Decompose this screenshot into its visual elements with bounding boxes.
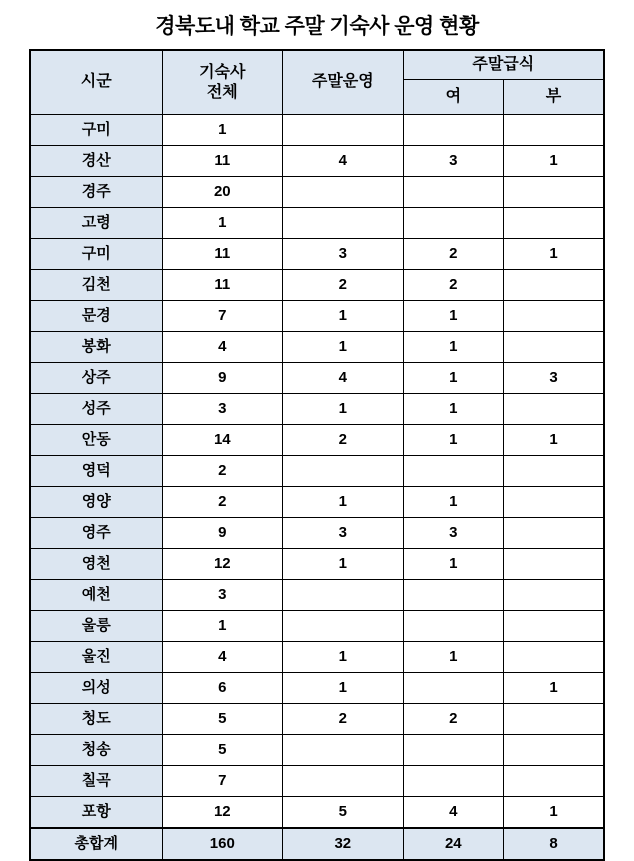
table-row [30,642,604,673]
cell-meal-yes [403,456,503,487]
column-header-weekend-meal: 주말급식 [403,50,604,80]
cell-weekend-operation: 1 [283,642,404,673]
table-row [30,239,604,270]
cell-meal-yes: 4 [403,797,503,829]
table-row [30,673,604,704]
cell-meal-yes: 1 [403,394,503,425]
cell-meal-yes: 1 [403,425,503,456]
cell-weekend-operation: 3 [283,239,404,270]
cell-weekend-operation: 2 [283,704,404,735]
cell-meal-no [504,456,604,487]
column-header-weekend-operation: 주말운영 [283,50,404,115]
cell-sigun: 영주 [30,518,162,549]
cell-meal-no [504,611,604,642]
cell-dormitory-total: 3 [162,580,283,611]
cell-meal-no [504,332,604,363]
cell-weekend-operation: 4 [283,363,404,394]
cell-dormitory-total: 9 [162,363,283,394]
cell-weekend-operation [283,177,404,208]
cell-meal-yes [403,735,503,766]
cell-total-weekend-operation: 32 [283,828,404,860]
cell-weekend-operation [283,580,404,611]
cell-dormitory-total: 20 [162,177,283,208]
cell-sigun: 경주 [30,177,162,208]
table-row [30,270,604,301]
cell-sigun: 울릉 [30,611,162,642]
cell-meal-yes [403,208,503,239]
cell-meal-no [504,115,604,146]
cell-weekend-operation [283,208,404,239]
cell-meal-no [504,487,604,518]
cell-dormitory-total: 11 [162,270,283,301]
dormitory-operation-table [29,49,605,861]
cell-sigun: 성주 [30,394,162,425]
cell-meal-yes: 2 [403,239,503,270]
table-row [30,332,604,363]
cell-weekend-operation: 1 [283,394,404,425]
cell-dormitory-total: 5 [162,704,283,735]
cell-sigun: 영양 [30,487,162,518]
cell-meal-yes [403,115,503,146]
cell-meal-no [504,518,604,549]
cell-meal-no [504,270,604,301]
cell-dormitory-total: 4 [162,642,283,673]
cell-dormitory-total: 1 [162,208,283,239]
cell-weekend-operation: 1 [283,301,404,332]
table-row [30,208,604,239]
cell-meal-no [504,301,604,332]
cell-dormitory-total: 5 [162,735,283,766]
cell-weekend-operation [283,735,404,766]
cell-sigun: 영덕 [30,456,162,487]
cell-meal-yes [403,766,503,797]
cell-sigun: 봉화 [30,332,162,363]
cell-weekend-operation: 2 [283,425,404,456]
cell-sigun: 청송 [30,735,162,766]
column-header-dormitory-total-line1: 기숙사 [199,63,246,81]
cell-weekend-operation: 3 [283,518,404,549]
table-row [30,797,604,829]
table-row [30,146,604,177]
cell-dormitory-total: 11 [162,146,283,177]
cell-sigun: 예천 [30,580,162,611]
cell-total-meal-no: 8 [504,828,604,860]
cell-sigun: 구미 [30,115,162,146]
cell-dormitory-total: 2 [162,487,283,518]
cell-dormitory-total: 9 [162,518,283,549]
cell-dormitory-total: 14 [162,425,283,456]
cell-meal-yes [403,611,503,642]
cell-weekend-operation: 1 [283,673,404,704]
column-header-sigun: 시군 [30,50,162,115]
table-body [30,115,604,861]
cell-meal-no [504,580,604,611]
cell-dormitory-total: 12 [162,549,283,580]
table-row [30,704,604,735]
cell-meal-yes: 1 [403,549,503,580]
page-title: 경북도내 학교 주말 기숙사 운영 현황 [155,15,479,38]
cell-dormitory-total: 1 [162,115,283,146]
cell-sigun: 김천 [30,270,162,301]
cell-sigun: 영천 [30,549,162,580]
cell-weekend-operation: 1 [283,332,404,363]
cell-total-label: 총합계 [30,828,162,860]
table-total-row [30,828,604,860]
cell-sigun: 청도 [30,704,162,735]
table-row [30,518,604,549]
cell-sigun: 안동 [30,425,162,456]
cell-dormitory-total: 7 [162,766,283,797]
cell-meal-no [504,177,604,208]
cell-weekend-operation [283,766,404,797]
cell-sigun: 문경 [30,301,162,332]
cell-total-dormitory-total: 160 [162,828,283,860]
cell-weekend-operation: 4 [283,146,404,177]
table-row [30,177,604,208]
cell-sigun: 경산 [30,146,162,177]
cell-meal-no [504,704,604,735]
column-header-meal-no: 부 [504,80,604,115]
cell-meal-yes: 1 [403,363,503,394]
cell-dormitory-total: 4 [162,332,283,363]
table-container [0,49,634,861]
cell-dormitory-total: 1 [162,611,283,642]
cell-weekend-operation [283,456,404,487]
cell-sigun: 울진 [30,642,162,673]
cell-meal-no [504,766,604,797]
cell-meal-no: 1 [504,239,604,270]
cell-meal-no [504,642,604,673]
cell-sigun: 고령 [30,208,162,239]
cell-meal-yes: 1 [403,332,503,363]
cell-total-meal-yes: 24 [403,828,503,860]
column-header-dormitory-total [162,50,283,115]
table-row [30,549,604,580]
table-row [30,766,604,797]
cell-dormitory-total: 3 [162,394,283,425]
table-header [30,50,604,115]
cell-dormitory-total: 6 [162,673,283,704]
column-header-meal-yes: 여 [403,80,503,115]
cell-meal-no: 1 [504,425,604,456]
cell-meal-yes [403,673,503,704]
cell-meal-yes: 1 [403,487,503,518]
cell-meal-yes: 1 [403,301,503,332]
cell-meal-yes: 2 [403,270,503,301]
cell-meal-no: 3 [504,363,604,394]
cell-meal-yes: 3 [403,518,503,549]
cell-meal-no [504,735,604,766]
cell-weekend-operation [283,115,404,146]
table-row [30,425,604,456]
cell-meal-no [504,549,604,580]
cell-sigun: 상주 [30,363,162,394]
table-row [30,115,604,146]
table-row [30,394,604,425]
cell-meal-yes: 2 [403,704,503,735]
table-row [30,611,604,642]
table-row [30,487,604,518]
cell-meal-no: 1 [504,673,604,704]
cell-weekend-operation: 2 [283,270,404,301]
cell-meal-yes [403,177,503,208]
column-header-dormitory-total-line2: 전체 [206,83,238,101]
cell-sigun: 포항 [30,797,162,829]
table-header-row-1 [30,50,604,80]
cell-sigun: 구미 [30,239,162,270]
cell-meal-yes: 1 [403,642,503,673]
cell-meal-yes [403,580,503,611]
cell-sigun: 칠곡 [30,766,162,797]
cell-weekend-operation [283,611,404,642]
cell-dormitory-total: 11 [162,239,283,270]
cell-dormitory-total: 2 [162,456,283,487]
cell-meal-no: 1 [504,146,604,177]
table-row [30,456,604,487]
table-row [30,301,604,332]
cell-meal-no: 1 [504,797,604,829]
table-row [30,363,604,394]
table-row [30,580,604,611]
cell-dormitory-total: 7 [162,301,283,332]
cell-meal-no [504,394,604,425]
cell-meal-yes: 3 [403,146,503,177]
cell-sigun: 의성 [30,673,162,704]
cell-weekend-operation: 1 [283,549,404,580]
cell-weekend-operation: 1 [283,487,404,518]
cell-weekend-operation: 5 [283,797,404,829]
cell-dormitory-total: 12 [162,797,283,829]
cell-meal-no [504,208,604,239]
table-row [30,735,604,766]
